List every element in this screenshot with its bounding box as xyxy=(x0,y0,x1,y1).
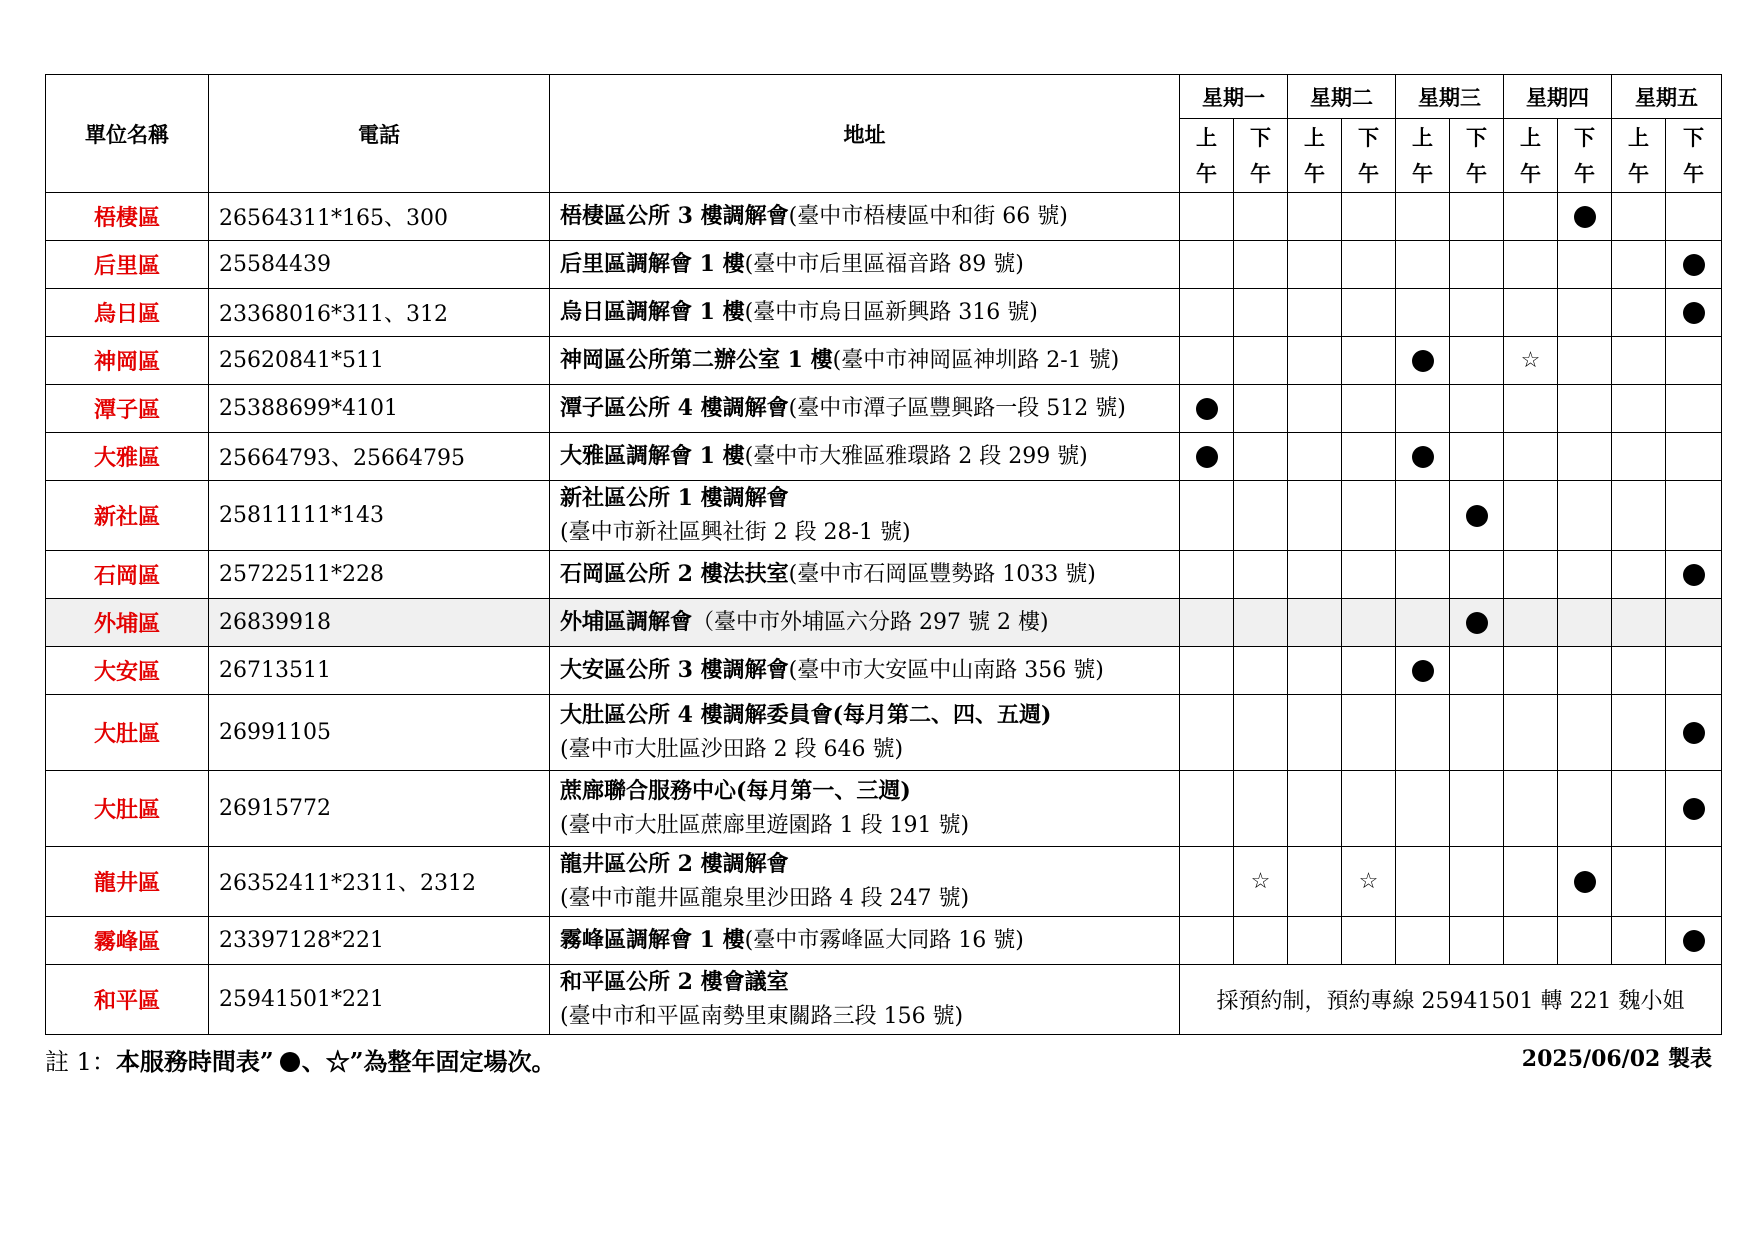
header-slot-char: 午 xyxy=(1304,160,1325,186)
address-street: (臺中市龍井區龍泉里沙田路 4 段 247 號) xyxy=(560,886,970,911)
slot-morning xyxy=(1180,193,1234,241)
filled-circle-icon xyxy=(280,1052,300,1072)
slot-morning xyxy=(1180,917,1234,965)
address-venue: 新社區公所 1 樓調解會 xyxy=(560,485,789,511)
slot-morning xyxy=(1612,385,1666,433)
filled-circle-icon xyxy=(1683,254,1705,276)
unit-name: 大安區 xyxy=(46,647,209,695)
slot-morning xyxy=(1288,289,1342,337)
address-cell xyxy=(550,965,1180,1035)
slot-morning xyxy=(1504,847,1558,917)
slot-morning xyxy=(1288,551,1342,599)
phone-number: 25664793、25664795 xyxy=(209,433,550,481)
slot-morning xyxy=(1396,481,1450,551)
header-day: 星期一 xyxy=(1180,75,1288,119)
slot-afternoon xyxy=(1342,771,1396,847)
slot-afternoon xyxy=(1666,433,1722,481)
phone-number: 26991105 xyxy=(209,695,550,771)
slot-morning xyxy=(1612,433,1666,481)
header-slot-char: 午 xyxy=(1574,160,1595,186)
address-street: (臺中市神岡區神圳路 2-1 號) xyxy=(832,348,1120,373)
header-slot-char: 上 xyxy=(1628,124,1649,150)
table-row xyxy=(46,599,1722,647)
slot-afternoon xyxy=(1666,599,1722,647)
slot-morning xyxy=(1288,193,1342,241)
header-slot-char: 午 xyxy=(1683,160,1704,186)
address-cell xyxy=(550,193,1180,241)
header-slot-char: 午 xyxy=(1250,160,1271,186)
slot-afternoon xyxy=(1234,241,1288,289)
slot-afternoon xyxy=(1342,337,1396,385)
header-slot-char: 午 xyxy=(1412,160,1433,186)
phone-number: 26352411*2311、2312 xyxy=(209,847,550,917)
slot-morning xyxy=(1396,433,1450,481)
header-morning xyxy=(1612,119,1666,193)
star-outline-icon: ☆ xyxy=(1358,868,1379,894)
slot-afternoon xyxy=(1450,481,1504,551)
address-venue: 神岡區公所第二辦公室 1 樓 xyxy=(560,347,833,373)
table-row xyxy=(46,847,1722,917)
slot-afternoon xyxy=(1558,647,1612,695)
slot-morning xyxy=(1180,771,1234,847)
header-slot-char: 下 xyxy=(1358,124,1379,150)
address-venue: 大肚區公所 4 樓調解委員會(每月第二、四、五週) xyxy=(560,702,1052,728)
phone-number: 25941501*221 xyxy=(209,965,550,1035)
slot-morning xyxy=(1180,695,1234,771)
slot-morning xyxy=(1504,599,1558,647)
phone-number: 25388699*4101 xyxy=(209,385,550,433)
slot-morning xyxy=(1180,847,1234,917)
slot-afternoon xyxy=(1234,917,1288,965)
header-slot-char: 午 xyxy=(1520,160,1541,186)
unit-name: 大肚區 xyxy=(46,695,209,771)
slot-morning xyxy=(1396,241,1450,289)
filled-circle-icon xyxy=(1412,350,1434,372)
slot-morning xyxy=(1288,337,1342,385)
address-cell xyxy=(550,771,1180,847)
slot-morning xyxy=(1288,771,1342,847)
table-row xyxy=(46,241,1722,289)
slot-afternoon xyxy=(1666,695,1722,771)
slot-afternoon xyxy=(1234,771,1288,847)
header-unit: 單位名稱 xyxy=(46,75,209,193)
table-row xyxy=(46,917,1722,965)
slot-afternoon xyxy=(1450,647,1504,695)
unit-name: 和平區 xyxy=(46,965,209,1035)
slot-afternoon xyxy=(1558,551,1612,599)
header-slot-char: 下 xyxy=(1574,124,1595,150)
address-venue: 烏日區調解會 1 樓 xyxy=(560,299,745,325)
unit-name: 大肚區 xyxy=(46,771,209,847)
header-slot-char: 上 xyxy=(1412,124,1433,150)
slot-afternoon xyxy=(1450,193,1504,241)
slot-afternoon xyxy=(1666,847,1722,917)
header-slot-char: 午 xyxy=(1466,160,1487,186)
slot-morning xyxy=(1396,917,1450,965)
table-row xyxy=(46,337,1722,385)
header-day: 星期五 xyxy=(1612,75,1722,119)
address-venue: 大雅區調解會 1 樓 xyxy=(560,443,745,469)
phone-number: 26839918 xyxy=(209,599,550,647)
header-address: 地址 xyxy=(550,75,1180,193)
slot-afternoon xyxy=(1558,917,1612,965)
address-venue: 潭子區公所 4 樓調解會 xyxy=(560,395,789,421)
slot-morning xyxy=(1504,771,1558,847)
slot-afternoon xyxy=(1342,241,1396,289)
slot-morning xyxy=(1288,847,1342,917)
unit-name: 烏日區 xyxy=(46,289,209,337)
slot-afternoon xyxy=(1666,289,1722,337)
address-cell xyxy=(550,917,1180,965)
filled-circle-icon xyxy=(1574,206,1596,228)
slot-afternoon xyxy=(1234,847,1288,917)
address-cell xyxy=(550,241,1180,289)
phone-number: 25620841*511 xyxy=(209,337,550,385)
slot-morning xyxy=(1180,481,1234,551)
header-morning xyxy=(1288,119,1342,193)
unit-name: 新社區 xyxy=(46,481,209,551)
slot-morning xyxy=(1180,337,1234,385)
footer-note-tail: 、☆”為整年固定場次。 xyxy=(301,1047,556,1076)
slot-morning xyxy=(1612,289,1666,337)
phone-number: 26564311*165、300 xyxy=(209,193,550,241)
phone-number: 26713511 xyxy=(209,647,550,695)
address-venue: 蔗廍聯合服務中心(每月第一、三週) xyxy=(560,778,911,804)
slot-morning xyxy=(1180,647,1234,695)
slot-morning xyxy=(1612,337,1666,385)
slot-morning xyxy=(1612,647,1666,695)
slot-afternoon xyxy=(1234,551,1288,599)
slot-morning xyxy=(1288,647,1342,695)
address-street: (臺中市大安區中山南路 356 號) xyxy=(788,658,1104,683)
address-venue: 后里區調解會 1 樓 xyxy=(560,251,745,277)
address-venue: 大安區公所 3 樓調解會 xyxy=(560,657,789,683)
slot-morning xyxy=(1504,647,1558,695)
address-street: (臺中市烏日區新興路 316 號) xyxy=(744,300,1038,325)
slot-afternoon xyxy=(1558,193,1612,241)
slot-afternoon xyxy=(1666,337,1722,385)
slot-morning xyxy=(1288,481,1342,551)
slot-afternoon xyxy=(1450,289,1504,337)
slot-afternoon xyxy=(1342,385,1396,433)
header-slot-char: 下 xyxy=(1683,124,1704,150)
slot-afternoon xyxy=(1450,847,1504,917)
star-outline-icon: ☆ xyxy=(1250,868,1271,894)
slot-afternoon xyxy=(1558,433,1612,481)
address-venue: 外埔區調解會 xyxy=(560,609,693,635)
filled-circle-icon xyxy=(1412,660,1434,682)
slot-morning xyxy=(1180,385,1234,433)
slot-morning xyxy=(1504,551,1558,599)
table-row xyxy=(46,433,1722,481)
header-slot-char: 上 xyxy=(1304,124,1325,150)
address-street: (臺中市后里區福音路 89 號) xyxy=(744,252,1024,277)
slot-afternoon xyxy=(1234,433,1288,481)
slot-afternoon xyxy=(1234,481,1288,551)
address-cell xyxy=(550,847,1180,917)
slot-afternoon xyxy=(1666,917,1722,965)
table-row xyxy=(46,695,1722,771)
slot-afternoon xyxy=(1450,695,1504,771)
header-morning xyxy=(1180,119,1234,193)
unit-name: 外埔區 xyxy=(46,599,209,647)
address-street: (臺中市潭子區豐興路一段 512 號) xyxy=(788,396,1126,421)
filled-circle-icon xyxy=(1466,505,1488,527)
slot-morning xyxy=(1288,433,1342,481)
slot-morning xyxy=(1504,481,1558,551)
address-cell xyxy=(550,289,1180,337)
slot-morning xyxy=(1504,337,1558,385)
address-venue: 梧棲區公所 3 樓調解會 xyxy=(560,203,789,229)
slot-morning xyxy=(1396,695,1450,771)
star-outline-icon: ☆ xyxy=(1520,347,1541,373)
slot-afternoon xyxy=(1234,695,1288,771)
slot-morning xyxy=(1288,385,1342,433)
address-cell xyxy=(550,337,1180,385)
slot-afternoon xyxy=(1342,599,1396,647)
footer-note-text: 本服務時間表” xyxy=(115,1047,274,1076)
address-street: (臺中市大雅區雅環路 2 段 299 號) xyxy=(744,444,1088,469)
slot-afternoon xyxy=(1450,385,1504,433)
table-row xyxy=(46,965,1722,1035)
table-row xyxy=(46,647,1722,695)
address-cell xyxy=(550,647,1180,695)
header-phone: 電話 xyxy=(209,75,550,193)
slot-morning xyxy=(1180,433,1234,481)
filled-circle-icon xyxy=(1683,798,1705,820)
slot-afternoon xyxy=(1558,695,1612,771)
slot-morning xyxy=(1612,847,1666,917)
phone-number: 23397128*221 xyxy=(209,917,550,965)
header-day: 星期二 xyxy=(1288,75,1396,119)
address-venue: 和平區公所 2 樓會議室 xyxy=(560,969,789,995)
slot-afternoon xyxy=(1342,695,1396,771)
slot-afternoon xyxy=(1450,433,1504,481)
address-street: （臺中市外埔區六分路 297 號 2 樓) xyxy=(692,610,1049,635)
slot-morning xyxy=(1504,917,1558,965)
slot-morning xyxy=(1396,771,1450,847)
slot-morning xyxy=(1612,599,1666,647)
filled-circle-icon xyxy=(1196,446,1218,468)
slot-afternoon xyxy=(1558,771,1612,847)
unit-name: 后里區 xyxy=(46,241,209,289)
slot-morning xyxy=(1396,847,1450,917)
slot-afternoon xyxy=(1666,647,1722,695)
header-slot-char: 午 xyxy=(1196,160,1217,186)
address-venue: 霧峰區調解會 1 樓 xyxy=(560,927,745,953)
slot-morning xyxy=(1612,917,1666,965)
slot-afternoon xyxy=(1450,771,1504,847)
slot-afternoon xyxy=(1666,551,1722,599)
footer-date: 2025/06/02 製表 xyxy=(1521,1046,1712,1072)
filled-circle-icon xyxy=(1683,564,1705,586)
address-street: (臺中市大肚區沙田路 2 段 646 號) xyxy=(560,737,904,762)
slot-morning xyxy=(1396,551,1450,599)
slot-morning xyxy=(1396,385,1450,433)
slot-afternoon xyxy=(1450,917,1504,965)
slot-afternoon xyxy=(1666,481,1722,551)
slot-afternoon xyxy=(1558,599,1612,647)
filled-circle-icon xyxy=(1574,871,1596,893)
slot-morning xyxy=(1180,289,1234,337)
header-slot-char: 上 xyxy=(1520,124,1541,150)
slot-afternoon xyxy=(1450,599,1504,647)
slot-afternoon xyxy=(1234,193,1288,241)
slot-morning xyxy=(1288,695,1342,771)
header-afternoon xyxy=(1450,119,1504,193)
unit-name: 龍井區 xyxy=(46,847,209,917)
unit-name: 潭子區 xyxy=(46,385,209,433)
slot-afternoon xyxy=(1666,771,1722,847)
slot-morning xyxy=(1288,599,1342,647)
slot-afternoon xyxy=(1666,385,1722,433)
slot-morning xyxy=(1504,433,1558,481)
slot-afternoon xyxy=(1342,433,1396,481)
table-row xyxy=(46,193,1722,241)
address-venue: 龍井區公所 2 樓調解會 xyxy=(560,851,789,877)
slot-afternoon xyxy=(1558,337,1612,385)
header-slot-char: 上 xyxy=(1196,124,1217,150)
filled-circle-icon xyxy=(1683,722,1705,744)
slot-afternoon xyxy=(1234,647,1288,695)
slot-afternoon xyxy=(1234,337,1288,385)
header-morning xyxy=(1396,119,1450,193)
header-day: 星期三 xyxy=(1396,75,1504,119)
header-slot-char: 下 xyxy=(1250,124,1271,150)
slot-afternoon xyxy=(1450,337,1504,385)
phone-number: 26915772 xyxy=(209,771,550,847)
address-cell xyxy=(550,481,1180,551)
slot-afternoon xyxy=(1342,289,1396,337)
header-afternoon xyxy=(1558,119,1612,193)
table-row xyxy=(46,289,1722,337)
slot-morning xyxy=(1396,193,1450,241)
slot-morning xyxy=(1612,695,1666,771)
filled-circle-icon xyxy=(1196,398,1218,420)
slot-afternoon xyxy=(1342,481,1396,551)
header-slot-char: 午 xyxy=(1628,160,1649,186)
address-cell xyxy=(550,433,1180,481)
slot-morning xyxy=(1288,241,1342,289)
header-morning xyxy=(1504,119,1558,193)
unit-name: 霧峰區 xyxy=(46,917,209,965)
booking-note: 採預約制，預約專線 25941501 轉 221 魏小姐 xyxy=(1180,965,1722,1035)
header-slot-char: 午 xyxy=(1358,160,1379,186)
filled-circle-icon xyxy=(1412,446,1434,468)
table-row xyxy=(46,771,1722,847)
address-street: (臺中市石岡區豐勢路 1033 號) xyxy=(788,562,1096,587)
phone-number: 25584439 xyxy=(209,241,550,289)
slot-afternoon xyxy=(1666,241,1722,289)
phone-number: 23368016*311、312 xyxy=(209,289,550,337)
unit-name: 大雅區 xyxy=(46,433,209,481)
address-venue: 石岡區公所 2 樓法扶室 xyxy=(560,561,789,587)
address-street: (臺中市和平區南勢里東關路三段 156 號) xyxy=(560,1004,964,1029)
unit-name: 梧棲區 xyxy=(46,193,209,241)
header-afternoon xyxy=(1342,119,1396,193)
slot-morning xyxy=(1504,385,1558,433)
slot-morning xyxy=(1612,481,1666,551)
slot-morning xyxy=(1396,647,1450,695)
unit-name: 石岡區 xyxy=(46,551,209,599)
slot-morning xyxy=(1396,289,1450,337)
slot-afternoon xyxy=(1450,241,1504,289)
slot-morning xyxy=(1612,771,1666,847)
slot-morning xyxy=(1504,241,1558,289)
header-slot-char: 下 xyxy=(1466,124,1487,150)
footer-note xyxy=(45,1042,556,1077)
slot-morning xyxy=(1396,337,1450,385)
slot-morning xyxy=(1180,241,1234,289)
slot-afternoon xyxy=(1234,289,1288,337)
filled-circle-icon xyxy=(1466,612,1488,634)
table-row xyxy=(46,551,1722,599)
slot-morning xyxy=(1504,695,1558,771)
address-cell xyxy=(550,385,1180,433)
table-row xyxy=(46,481,1722,551)
slot-morning xyxy=(1396,599,1450,647)
slot-morning xyxy=(1612,241,1666,289)
phone-number: 25811111*143 xyxy=(209,481,550,551)
address-street: (臺中市霧峰區大同路 16 號) xyxy=(744,928,1024,953)
address-street: (臺中市大肚區蔗廍里遊園路 1 段 191 號) xyxy=(560,813,970,838)
header-afternoon xyxy=(1666,119,1722,193)
slot-morning xyxy=(1180,599,1234,647)
slot-afternoon xyxy=(1558,385,1612,433)
address-street: (臺中市梧棲區中和街 66 號) xyxy=(788,204,1068,229)
slot-afternoon xyxy=(1342,647,1396,695)
slot-afternoon xyxy=(1558,289,1612,337)
schedule-table xyxy=(45,74,1722,1035)
filled-circle-icon xyxy=(1683,302,1705,324)
unit-name: 神岡區 xyxy=(46,337,209,385)
slot-morning xyxy=(1612,551,1666,599)
filled-circle-icon xyxy=(1683,930,1705,952)
slot-morning xyxy=(1612,193,1666,241)
address-cell xyxy=(550,599,1180,647)
footer-note-prefix: 註 1： xyxy=(45,1048,116,1076)
slot-afternoon xyxy=(1558,847,1612,917)
slot-afternoon xyxy=(1234,385,1288,433)
slot-afternoon xyxy=(1558,241,1612,289)
slot-morning xyxy=(1504,193,1558,241)
slot-afternoon xyxy=(1234,599,1288,647)
slot-afternoon xyxy=(1342,193,1396,241)
address-cell xyxy=(550,695,1180,771)
slot-afternoon xyxy=(1558,481,1612,551)
slot-morning xyxy=(1288,917,1342,965)
slot-afternoon xyxy=(1342,551,1396,599)
slot-afternoon xyxy=(1342,917,1396,965)
phone-number: 25722511*228 xyxy=(209,551,550,599)
slot-morning xyxy=(1504,289,1558,337)
table-row xyxy=(46,385,1722,433)
slot-afternoon xyxy=(1342,847,1396,917)
header-afternoon xyxy=(1234,119,1288,193)
header-day: 星期四 xyxy=(1504,75,1612,119)
address-cell xyxy=(550,551,1180,599)
address-street: (臺中市新社區興社街 2 段 28-1 號) xyxy=(560,520,911,545)
slot-morning xyxy=(1180,551,1234,599)
slot-afternoon xyxy=(1666,193,1722,241)
slot-afternoon xyxy=(1450,551,1504,599)
